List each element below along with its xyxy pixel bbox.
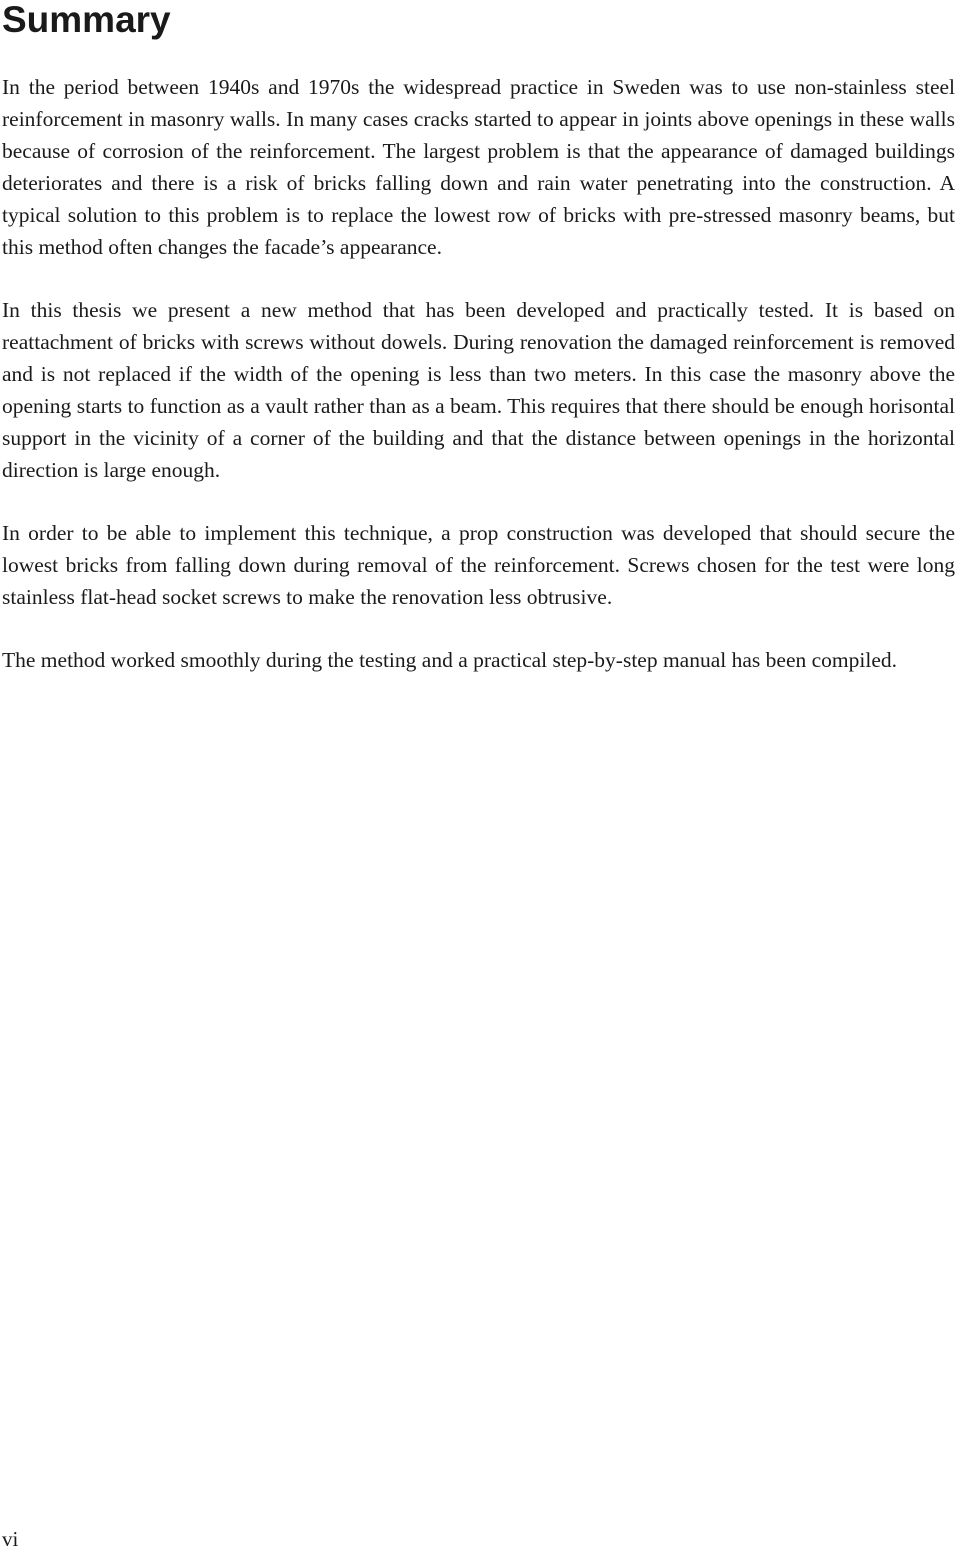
page-title: Summary	[2, 0, 171, 40]
page-number: vi	[2, 1527, 19, 1551]
summary-body	[2, 71, 955, 707]
paragraph-2: In this thesis we present a new method that has been developed and practically tested. It is based on reattachment of bricks with screws without dowels. During renovation the damaged reinforcement is removed and is not replaced if the width of the opening is less than two meters. In this case the masonry above the opening starts to function as a vault rather than as a beam. This requires that there should be enough horisontal support in the vicinity of a corner of the building and that the distance between openings in the horizontal direction is large enough.	[2, 298, 955, 482]
paragraph-4: The method worked smoothly during the testing and a practical step-by-step manual has been compiled.	[2, 648, 897, 672]
paragraph-1: In the period between 1940s and 1970s the widespread practice in Sweden was to use non-stainless steel reinforcement in masonry walls. In many cases cracks started to appear in joints above openings in these walls because of corrosion of the reinforcement. The largest problem is that the appearance of damaged buildings deteriorates and there is a risk of bricks falling down and rain water penetrating into the construction. A typical solution to this problem is to replace the lowest row of bricks with pre-stressed masonry beams, but this method often changes the facade’s appearance.	[2, 75, 955, 259]
paragraph-3: In order to be able to implement this technique, a prop construction was developed that should secure the lowest bricks from falling down during removal of the reinforcement. Screws chosen for the test were long stainless flat-head socket screws to make the renovation less obtrusive.	[2, 521, 955, 609]
